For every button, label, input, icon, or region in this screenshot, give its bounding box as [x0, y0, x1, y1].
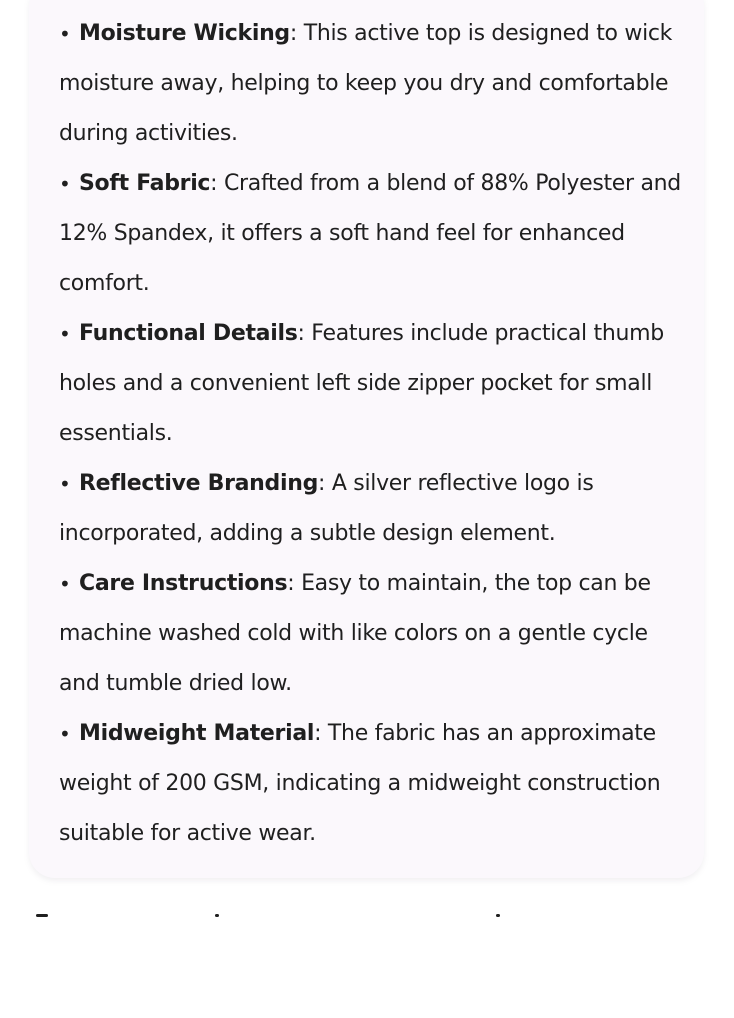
feature-list — [59, 9, 689, 859]
bullet-icon: • — [59, 172, 71, 196]
feature-item-moisture-wicking — [59, 9, 689, 159]
feature-description: : This active top is designed to wick moisture away, helping to keep you dry and comfortable during activities. — [59, 21, 673, 146]
feature-title: Soft Fabric — [79, 171, 211, 196]
feature-title: Reflective Branding — [79, 471, 319, 496]
feature-description: : The fabric has an approximate weight of 200 GSM, indicating a midweight construction suitable for active wear. — [59, 721, 661, 846]
bullet-icon: • — [59, 722, 71, 746]
feature-item-functional-details — [59, 309, 689, 459]
feature-description: : Features include practical thumb holes and a convenient left side zipper pocket for small essentials. — [59, 321, 664, 446]
feature-item-care-instructions — [59, 559, 689, 709]
bullet-icon: • — [59, 22, 71, 46]
feature-title: Care Instructions — [79, 571, 288, 596]
feature-description: : Crafted from a blend of 88% Polyester and 12% Spandex, it offers a soft hand feel for enhanced comfort. — [59, 171, 681, 296]
feature-item-reflective-branding — [59, 459, 689, 559]
feature-item-midweight-material — [59, 709, 689, 859]
feature-description: : Easy to maintain, the top can be machine washed cold with like colors on a gentle cycle and tumble dried low. — [59, 571, 651, 696]
bullet-icon: • — [59, 322, 71, 346]
bullet-icon: • — [59, 572, 71, 596]
bullet-icon: • — [59, 472, 71, 496]
feature-description: : A silver reflective logo is incorporated, adding a subtle design element. — [59, 471, 594, 546]
feature-title: Moisture Wicking — [79, 21, 290, 46]
feature-item-soft-fabric — [59, 159, 689, 309]
cropped-next-heading — [30, 904, 710, 926]
feature-title: Functional Details — [79, 321, 298, 346]
feature-title: Midweight Material — [79, 721, 315, 746]
